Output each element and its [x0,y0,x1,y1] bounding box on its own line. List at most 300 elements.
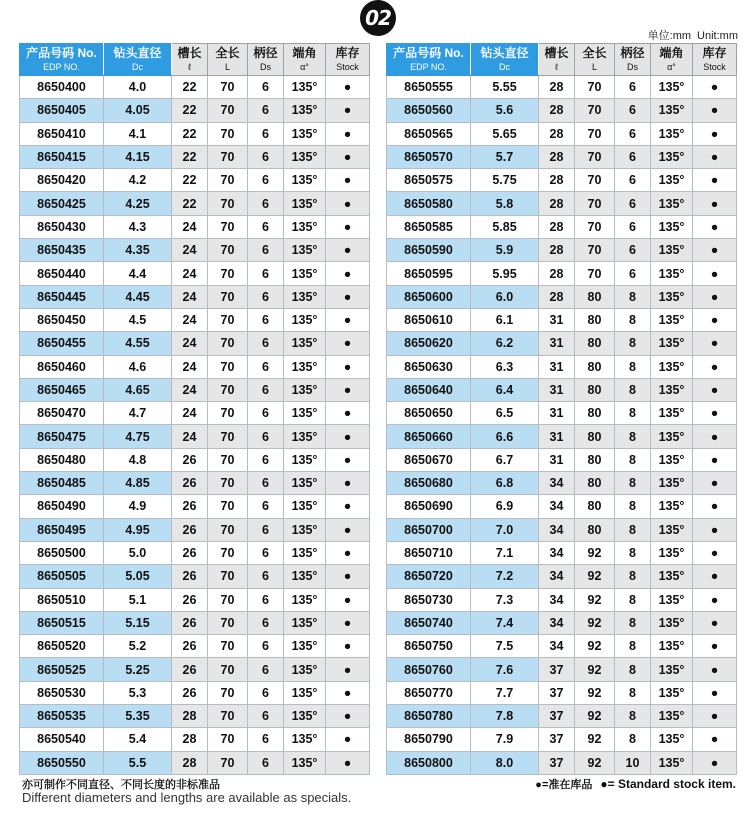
header-edp: 产品号码 No. EDP NO. [387,44,471,76]
cell-dc: 4.45 [104,285,172,308]
table-row [387,635,737,658]
cell-overall-length: 70 [575,239,615,262]
cell-stock: ● [693,332,737,355]
cell-flute-length: 24 [172,239,208,262]
cell-flute-length: 24 [172,402,208,425]
footer-note-zh: 亦可制作不同直径、不同长度的非标准品 [22,779,220,791]
cell-edp: 8650515 [20,611,104,634]
cell-flute-length: 28 [539,99,575,122]
cell-stock: ● [326,681,370,704]
cell-point-angle: 135° [284,402,326,425]
header-flute-length: 槽长 ℓ [172,44,208,76]
cell-overall-length: 80 [575,355,615,378]
cell-point-angle: 135° [651,448,693,471]
cell-edp: 8650590 [387,239,471,262]
table-row [387,99,737,122]
table-row [20,751,370,774]
cell-flute-length: 26 [172,565,208,588]
cell-flute-length: 28 [539,122,575,145]
cell-edp: 8650660 [387,425,471,448]
cell-shank-dia: 8 [615,308,651,331]
cell-point-angle: 135° [284,518,326,541]
cell-overall-length: 70 [208,541,248,564]
cell-edp: 8650405 [20,99,104,122]
cell-stock: ● [326,518,370,541]
cell-point-angle: 135° [651,518,693,541]
cell-stock: ● [326,658,370,681]
cell-stock: ● [326,262,370,285]
table-row [387,215,737,238]
cell-dc: 4.6 [104,355,172,378]
cell-edp: 8650740 [387,611,471,634]
table-row [20,728,370,751]
cell-shank-dia: 6 [615,169,651,192]
table-row [387,541,737,564]
cell-overall-length: 92 [575,611,615,634]
cell-stock: ● [693,635,737,658]
cell-edp: 8650440 [20,262,104,285]
cell-stock: ● [693,239,737,262]
cell-overall-length: 92 [575,658,615,681]
cell-flute-length: 28 [539,239,575,262]
table-row [387,751,737,774]
cell-shank-dia: 8 [615,472,651,495]
cell-stock: ● [326,425,370,448]
cell-overall-length: 92 [575,681,615,704]
cell-shank-dia: 6 [248,192,284,215]
cell-overall-length: 92 [575,565,615,588]
table-header-row [387,44,737,76]
cell-point-angle: 135° [651,262,693,285]
cell-dc: 6.1 [471,308,539,331]
cell-shank-dia: 8 [615,681,651,704]
cell-flute-length: 24 [172,285,208,308]
cell-point-angle: 135° [651,192,693,215]
cell-edp: 8650595 [387,262,471,285]
cell-dc: 6.5 [471,402,539,425]
cell-stock: ● [693,751,737,774]
cell-dc: 6.0 [471,285,539,308]
cell-edp: 8650760 [387,658,471,681]
table-row [387,658,737,681]
cell-overall-length: 70 [208,425,248,448]
table-row [20,495,370,518]
cell-shank-dia: 6 [248,425,284,448]
cell-dc: 4.8 [104,448,172,471]
cell-flute-length: 24 [172,308,208,331]
cell-stock: ● [693,169,737,192]
cell-point-angle: 135° [284,611,326,634]
cell-flute-length: 22 [172,76,208,99]
cell-point-angle: 135° [651,425,693,448]
cell-dc: 6.2 [471,332,539,355]
cell-overall-length: 70 [575,76,615,99]
cell-stock: ● [326,541,370,564]
cell-point-angle: 135° [284,99,326,122]
cell-edp: 8650580 [387,192,471,215]
cell-stock: ● [326,565,370,588]
cell-flute-length: 34 [539,472,575,495]
cell-point-angle: 135° [651,611,693,634]
cell-shank-dia: 6 [615,192,651,215]
cell-flute-length: 24 [172,332,208,355]
cell-stock: ● [326,705,370,728]
cell-point-angle: 135° [284,472,326,495]
table-row [20,76,370,99]
cell-flute-length: 34 [539,611,575,634]
cell-point-angle: 135° [651,658,693,681]
cell-dc: 4.85 [104,472,172,495]
table-row [387,169,737,192]
cell-flute-length: 28 [172,705,208,728]
cell-stock: ● [693,541,737,564]
cell-shank-dia: 8 [615,635,651,658]
cell-overall-length: 70 [575,215,615,238]
table-row [20,122,370,145]
cell-dc: 5.55 [471,76,539,99]
cell-overall-length: 80 [575,472,615,495]
cell-edp: 8650525 [20,658,104,681]
cell-edp: 8650800 [387,751,471,774]
cell-point-angle: 135° [651,472,693,495]
cell-stock: ● [693,425,737,448]
cell-point-angle: 135° [651,588,693,611]
cell-edp: 8650550 [20,751,104,774]
cell-shank-dia: 8 [615,588,651,611]
cell-overall-length: 80 [575,285,615,308]
cell-edp: 8650700 [387,518,471,541]
cell-stock: ● [693,262,737,285]
cell-shank-dia: 8 [615,565,651,588]
cell-overall-length: 70 [208,472,248,495]
cell-overall-length: 92 [575,751,615,774]
cell-flute-length: 31 [539,332,575,355]
cell-point-angle: 135° [651,635,693,658]
cell-edp: 8650585 [387,215,471,238]
cell-overall-length: 92 [575,541,615,564]
cell-edp: 8650435 [20,239,104,262]
cell-overall-length: 70 [208,308,248,331]
cell-stock: ● [693,285,737,308]
cell-edp: 8650560 [387,99,471,122]
cell-overall-length: 92 [575,728,615,751]
cell-edp: 8650420 [20,169,104,192]
cell-point-angle: 135° [651,402,693,425]
cell-point-angle: 135° [651,169,693,192]
cell-point-angle: 135° [284,425,326,448]
header-dc: 钻头直径 Dc [471,44,539,76]
table-row [387,402,737,425]
table-row [20,145,370,168]
cell-overall-length: 70 [575,122,615,145]
cell-edp: 8650535 [20,705,104,728]
cell-dc: 4.75 [104,425,172,448]
cell-edp: 8650640 [387,378,471,401]
cell-edp: 8650455 [20,332,104,355]
cell-stock: ● [326,448,370,471]
cell-overall-length: 80 [575,378,615,401]
cell-edp: 8650750 [387,635,471,658]
cell-stock: ● [693,588,737,611]
cell-shank-dia: 6 [248,495,284,518]
cell-stock: ● [693,308,737,331]
cell-flute-length: 34 [539,495,575,518]
cell-point-angle: 135° [651,565,693,588]
cell-dc: 4.7 [104,402,172,425]
cell-overall-length: 70 [208,588,248,611]
cell-point-angle: 135° [284,378,326,401]
cell-edp: 8650400 [20,76,104,99]
cell-shank-dia: 6 [248,705,284,728]
cell-point-angle: 135° [284,541,326,564]
cell-dc: 5.9 [471,239,539,262]
cell-flute-length: 22 [172,169,208,192]
header-overall-length: 全长 L [575,44,615,76]
table-row [387,76,737,99]
cell-shank-dia: 6 [248,728,284,751]
cell-overall-length: 70 [208,495,248,518]
cell-shank-dia: 8 [615,355,651,378]
table-row [387,495,737,518]
header-shank-dia: 柄径 Ds [615,44,651,76]
cell-shank-dia: 8 [615,402,651,425]
cell-overall-length: 70 [208,378,248,401]
cell-shank-dia: 8 [615,705,651,728]
table-row [387,122,737,145]
cell-stock: ● [326,611,370,634]
cell-dc: 4.95 [104,518,172,541]
cell-edp: 8650670 [387,448,471,471]
header-point-angle: 端角 α° [651,44,693,76]
cell-dc: 4.65 [104,378,172,401]
cell-stock: ● [693,215,737,238]
table-row [20,285,370,308]
cell-shank-dia: 8 [615,541,651,564]
cell-shank-dia: 6 [248,99,284,122]
cell-stock: ● [326,355,370,378]
cell-point-angle: 135° [651,239,693,262]
cell-overall-length: 70 [208,192,248,215]
cell-overall-length: 70 [575,262,615,285]
cell-flute-length: 26 [172,611,208,634]
cell-shank-dia: 6 [248,402,284,425]
cell-shank-dia: 6 [248,122,284,145]
table-row [387,355,737,378]
cell-flute-length: 37 [539,728,575,751]
cell-dc: 6.9 [471,495,539,518]
cell-stock: ● [693,565,737,588]
cell-shank-dia: 10 [615,751,651,774]
cell-flute-length: 24 [172,425,208,448]
cell-point-angle: 135° [284,448,326,471]
cell-overall-length: 70 [208,402,248,425]
cell-overall-length: 70 [208,518,248,541]
cell-overall-length: 70 [208,122,248,145]
cell-shank-dia: 8 [615,611,651,634]
cell-flute-length: 31 [539,378,575,401]
cell-point-angle: 135° [284,751,326,774]
cell-dc: 5.75 [471,169,539,192]
table-row [20,378,370,401]
cell-dc: 4.15 [104,145,172,168]
cell-edp: 8650500 [20,541,104,564]
stock-legend [535,776,736,792]
cell-overall-length: 70 [208,705,248,728]
cell-stock: ● [693,402,737,425]
table-row [387,728,737,751]
cell-stock: ● [326,76,370,99]
cell-shank-dia: 6 [615,122,651,145]
cell-dc: 5.85 [471,215,539,238]
table-row [387,472,737,495]
cell-stock: ● [693,705,737,728]
cell-flute-length: 37 [539,658,575,681]
cell-stock: ● [693,495,737,518]
cell-stock: ● [693,192,737,215]
cell-edp: 8650445 [20,285,104,308]
cell-edp: 8650520 [20,635,104,658]
cell-stock: ● [693,611,737,634]
cell-shank-dia: 6 [248,448,284,471]
cell-shank-dia: 6 [248,635,284,658]
cell-point-angle: 135° [284,635,326,658]
cell-edp: 8650680 [387,472,471,495]
table-row [387,518,737,541]
cell-point-angle: 135° [284,495,326,518]
cell-stock: ● [693,448,737,471]
cell-overall-length: 70 [208,262,248,285]
cell-flute-length: 28 [539,285,575,308]
cell-shank-dia: 6 [248,518,284,541]
cell-flute-length: 26 [172,588,208,611]
cell-overall-length: 70 [575,145,615,168]
cell-edp: 8650610 [387,308,471,331]
cell-dc: 4.5 [104,308,172,331]
table-row [387,332,737,355]
cell-edp: 8650505 [20,565,104,588]
cell-dc: 5.25 [104,658,172,681]
unit-en: Unit:mm [697,30,738,42]
cell-shank-dia: 6 [248,355,284,378]
table-row [387,145,737,168]
cell-flute-length: 28 [172,751,208,774]
legend-en: ●= Standard stock item. [600,777,736,791]
cell-flute-length: 26 [172,472,208,495]
cell-edp: 8650480 [20,448,104,471]
cell-overall-length: 70 [208,611,248,634]
cell-overall-length: 80 [575,425,615,448]
cell-overall-length: 70 [208,76,248,99]
cell-point-angle: 135° [284,76,326,99]
cell-flute-length: 28 [172,728,208,751]
cell-dc: 7.4 [471,611,539,634]
cell-shank-dia: 6 [615,145,651,168]
table-row [20,588,370,611]
cell-flute-length: 28 [539,262,575,285]
cell-point-angle: 135° [651,215,693,238]
cell-stock: ● [326,332,370,355]
cell-flute-length: 22 [172,192,208,215]
cell-dc: 6.8 [471,472,539,495]
cell-overall-length: 80 [575,495,615,518]
cell-flute-length: 26 [172,495,208,518]
cell-point-angle: 135° [284,262,326,285]
cell-point-angle: 135° [284,728,326,751]
cell-overall-length: 80 [575,332,615,355]
table-row [387,681,737,704]
cell-dc: 7.8 [471,705,539,728]
cell-dc: 6.3 [471,355,539,378]
cell-stock: ● [693,355,737,378]
cell-stock: ● [326,239,370,262]
cell-shank-dia: 8 [615,448,651,471]
cell-shank-dia: 8 [615,658,651,681]
cell-dc: 4.25 [104,192,172,215]
cell-stock: ● [326,402,370,425]
cell-stock: ● [326,192,370,215]
cell-dc: 5.4 [104,728,172,751]
cell-flute-length: 37 [539,681,575,704]
table-row [20,518,370,541]
cell-shank-dia: 6 [615,76,651,99]
cell-overall-length: 70 [208,145,248,168]
cell-overall-length: 70 [208,751,248,774]
cell-stock: ● [326,308,370,331]
cell-dc: 4.35 [104,239,172,262]
cell-dc: 4.1 [104,122,172,145]
cell-point-angle: 135° [284,565,326,588]
cell-dc: 7.0 [471,518,539,541]
cell-shank-dia: 6 [248,751,284,774]
table-row [387,705,737,728]
cell-point-angle: 135° [284,122,326,145]
table-row [20,635,370,658]
cell-dc: 7.1 [471,541,539,564]
cell-dc: 4.55 [104,332,172,355]
header-overall-length: 全长 L [208,44,248,76]
cell-stock: ● [326,99,370,122]
cell-overall-length: 70 [208,215,248,238]
cell-point-angle: 135° [284,355,326,378]
cell-overall-length: 92 [575,588,615,611]
cell-dc: 7.7 [471,681,539,704]
cell-dc: 4.9 [104,495,172,518]
cell-point-angle: 135° [284,169,326,192]
cell-shank-dia: 8 [615,425,651,448]
cell-edp: 8650450 [20,308,104,331]
cell-shank-dia: 8 [615,332,651,355]
cell-point-angle: 135° [651,76,693,99]
header-shank-dia: 柄径 Ds [248,44,284,76]
cell-edp: 8650510 [20,588,104,611]
cell-dc: 6.7 [471,448,539,471]
cell-overall-length: 70 [575,169,615,192]
table-row [20,308,370,331]
table-row [387,239,737,262]
cell-dc: 4.2 [104,169,172,192]
header-flute-length: 槽长 ℓ [539,44,575,76]
cell-dc: 8.0 [471,751,539,774]
table-row [20,448,370,471]
cell-overall-length: 80 [575,448,615,471]
cell-stock: ● [326,495,370,518]
cell-point-angle: 135° [651,751,693,774]
header-dc: 钻头直径 Dc [104,44,172,76]
cell-overall-length: 92 [575,635,615,658]
cell-shank-dia: 6 [248,262,284,285]
cell-edp: 8650530 [20,681,104,704]
table-row [387,262,737,285]
